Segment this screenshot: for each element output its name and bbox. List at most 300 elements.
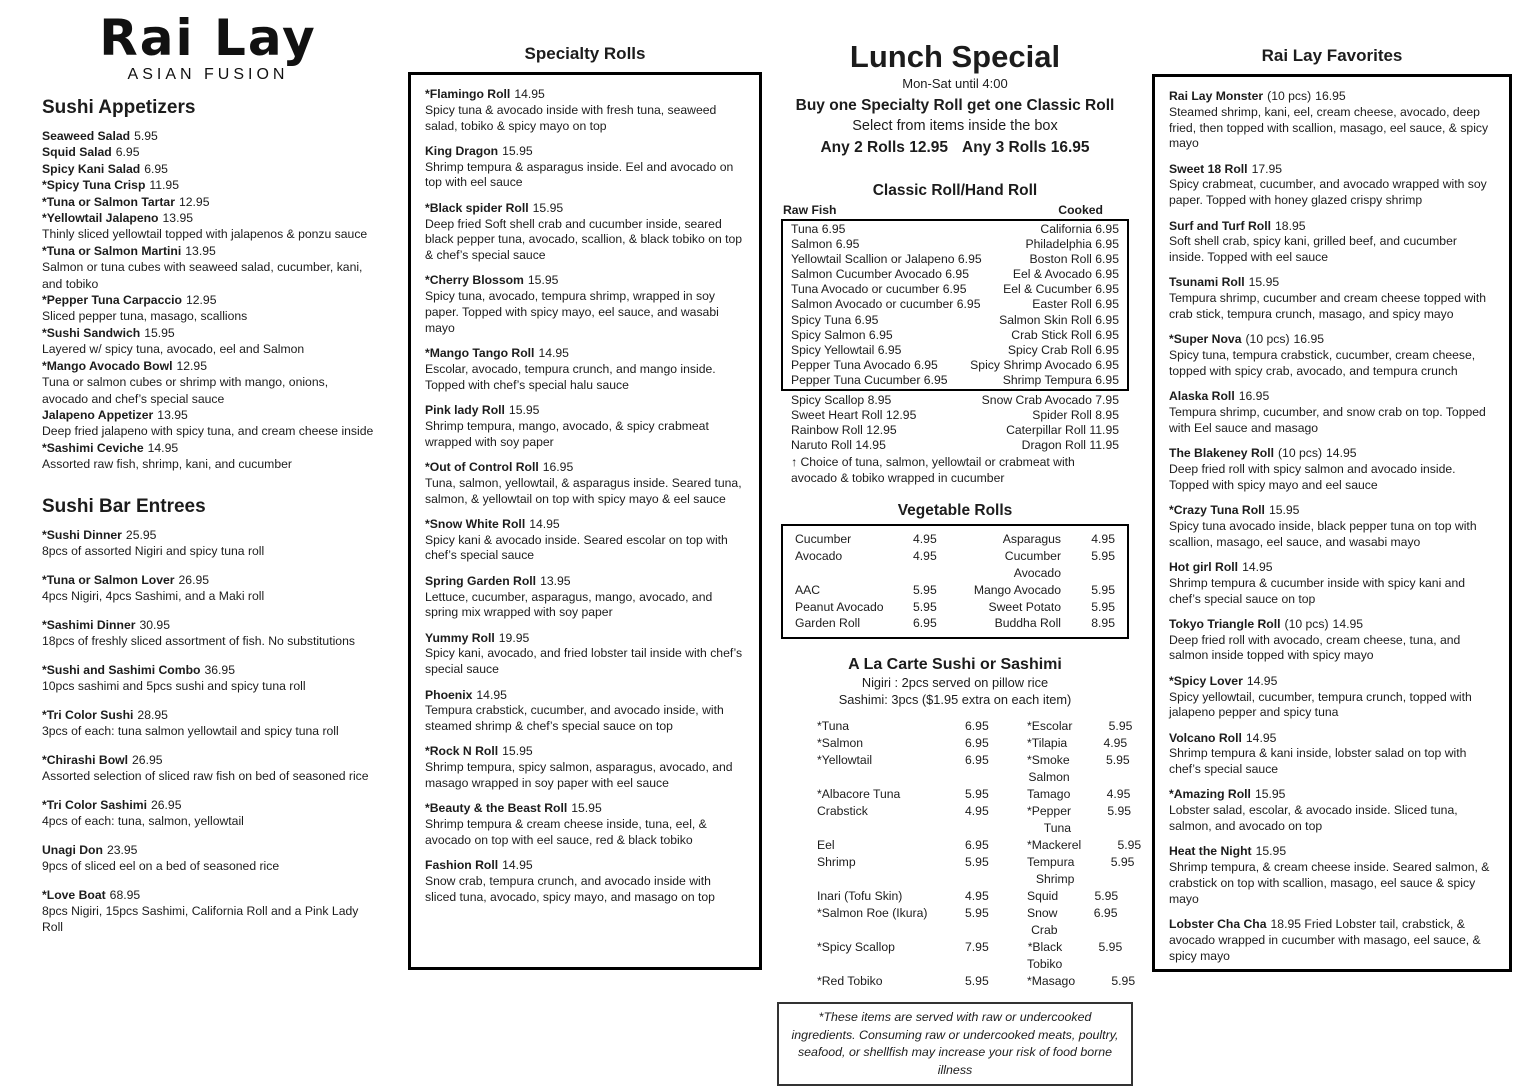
item-description: Spicy tuna & avocado inside with fresh tuna, seaweed salad, tobiko & spicy mayo on top [425,102,717,133]
item-name-line [42,325,374,341]
item-price: 5.95 [1117,838,1142,853]
item-price: 6.95 [1095,327,1119,342]
item-name: *Chirashi Bowl [42,752,129,767]
menu-item [42,407,374,440]
item-name: Fashion Roll [425,858,499,873]
menu-item [42,797,374,829]
item-price: 26.95 [178,572,210,587]
item-price: 30.95 [139,617,170,632]
any-2-rolls-price: Any 2 Rolls 12.95 [820,139,948,156]
menu-item [1169,332,1495,379]
item-name-line [1169,731,1495,747]
item-name-line [42,752,374,768]
item-price: 16.95 [542,459,574,474]
item-description: Spicy tuna avocado inside, black pepper tuna on top with scallion, masago, eel sauce, and wasabi mayo [1169,518,1477,549]
item-description: Spicy tuna, avocado, tempura shrimp, wrapped in soy paper. Topped with spicy mayo, eel sauce, and wasabi mayo [425,289,719,335]
item-price: 13.95 [162,211,194,226]
classic-roll-row [791,408,1119,423]
item-price: 5.95 [1111,974,1136,989]
item-name: Lobster Cha Cha [1169,917,1267,932]
item-price: 14.95 [1326,446,1357,461]
item-name-line [1169,162,1495,178]
raw-fish-item [791,237,859,252]
a-la-carte-list [773,718,1142,990]
menu-item [42,752,374,784]
item-price: 28.95 [137,707,168,722]
item-description: 9pcs of sliced eel on a bed of seasoned rice [42,858,280,873]
item-description: Shrimp tempura & cream cheese inside, tuna, eel, & avocado on top with eel sauce, red & black tobiko [425,817,707,847]
item-description: 18pcs of freshly sliced assortment of fish. No substitutions [42,633,355,648]
item-name: Caterpillar Roll [1006,423,1087,438]
item-price: 6.95 [965,736,989,751]
sashimi-note: Sashimi: 3pcs ($1.95 extra on each item) [838,691,1072,707]
classic-roll-row [791,313,1119,328]
menu-item [42,707,374,739]
item-name: Yummy Roll [425,630,495,645]
item-price: 14.95 [147,440,179,455]
lunch-special-hours: Mon-Sat until 4:00 [902,76,1008,91]
item-price: 5.95 [1091,582,1115,597]
item-name: *Sushi Sandwich [42,325,141,340]
menu-item [425,801,745,848]
cooked-item [999,313,1119,328]
raw-fish-item [791,328,893,343]
menu-item [1169,787,1495,834]
item-description: 8pcs Nigiri, 15pcs Sashimi, California Roll and a Pink Lady Roll [42,903,359,934]
item-name: *Out of Control Roll [425,459,539,474]
item-description: Tuna or salmon cubes or shrimp with mango, onions, avocado and chef’s special sauce [42,375,329,406]
item-name-line [425,201,745,217]
item-price: 8.95 [867,393,892,408]
item-name: Volcano Roll [1169,730,1242,745]
item-description: Deep fried roll with spicy salmon and avocado inside. Topped with spicy mayo and eel sauce [1169,461,1456,492]
item-name: *Tri Color Sushi [42,707,134,722]
item-name: Spicy Kani Salad [42,161,141,176]
item-price: 6.95 [923,372,948,387]
item-price: 5.95 [1094,889,1119,904]
item-name: Spicy Yellowtail [791,342,875,357]
menu-item [1169,389,1495,436]
item-price: 5.95 [1110,855,1135,870]
item-name: *Spicy Lover [1169,673,1243,688]
item-name: Peanut Avocado [795,599,884,614]
item-name-line [425,403,745,419]
item-name-line [425,801,745,817]
item-name: *Masago [1027,974,1076,989]
item-name: Crabstick [817,804,868,819]
item-price: 15.95 [527,273,559,288]
item-name-line [42,292,374,308]
raw-fish-item [791,313,878,328]
classic-roll-row [791,358,1119,373]
classic-roll-extra-rows [781,391,1129,453]
a-la-carte-row [817,735,1128,752]
a-la-carte-row [817,939,1123,973]
item-description: Deep fried roll with avocado, cream cheese, tuna, and salmon inside topped with spicy mayo [1169,632,1461,663]
item-name-line [425,87,745,103]
item-price: 5.95 [913,582,937,597]
item-description: Layered w/ spicy tuna, avocado, eel and Salmon [42,342,305,357]
item-name: Tsunami Roll [1169,275,1245,290]
item-name: Eel & Cucumber [1003,282,1092,297]
item-name: Tempura Shrimp [1027,855,1075,887]
item-description: Sliced pepper tuna, masago, scallions [42,309,248,324]
item-price: 4.95 [1106,787,1131,802]
item-description: Spicy kani & avocado inside. Seared escolar on top with chef’s special sauce [425,532,728,563]
item-name: Tokyo Triangle Roll [1169,616,1281,631]
item-name: Eel & Avocado [1012,267,1092,282]
item-name: Mango Avocado [973,582,1061,597]
item-name: Garden Roll [795,616,861,631]
item-description: 8pcs of assorted Nigiri and spicy tuna roll [42,543,265,558]
item-price: 15.95 [144,325,175,340]
item-name-line [1169,917,1301,931]
lunch-special-deal: Buy one Specialty Roll get one Classic Roll [795,97,1115,114]
item-name-line [425,858,745,874]
cooked-item [1032,408,1119,423]
item-price: 14.95 [502,858,533,873]
item-name-line [42,842,374,858]
item-description: Salmon or tuna cubes with seaweed salad, cucumber, kani, and tobiko [42,260,363,291]
item-name: Tuna Avocado or cucumber [791,282,940,297]
item-price: 14.95 [1245,730,1277,745]
a-la-carte-row [817,752,1130,786]
classic-roll-row [791,373,1119,388]
item-name: Sweet Heart Roll [791,408,883,423]
item-price: 11.95 [1089,423,1119,438]
cooked-item [1013,267,1119,282]
item-price: 15.95 [1254,787,1286,802]
menu-item [1169,844,1495,907]
item-name: *Tuna or Salmon Lover [42,572,175,587]
item-name-line [42,797,374,813]
item-name: *Sushi Dinner [42,527,122,542]
item-name-line [42,707,374,723]
item-price: 16.95 [1315,89,1346,103]
item-price: 4.95 [965,889,989,904]
item-price: 13.95 [185,243,216,258]
menu-item [1169,162,1495,209]
item-name: *Tri Color Sashimi [42,797,147,812]
menu-item [42,527,374,559]
item-price: 14.95 [538,346,569,361]
menu-item [1169,674,1495,721]
item-name: Jalapeno Appetizer [42,407,154,422]
menu-item [42,128,374,144]
item-name-line [1169,674,1495,690]
item-name: Dragon Roll [1021,438,1087,453]
section-heading-classic-roll: Classic Roll/Hand Roll [872,182,1038,199]
menu-item [1169,560,1495,607]
item-name: Philadelphia [1025,237,1092,252]
item-description: Snow crab, tempura crunch, and avocado inside with sliced tuna, avocado, spicy mayo, and masago on top [425,873,715,904]
item-price: 4.95 [913,532,937,547]
specialty-rolls-column [408,44,762,970]
item-price: 14.95 [1246,673,1278,688]
item-name: Heat the Night [1169,844,1252,859]
naruto-roll-note: ↑ Choice of tuna, salmon, yellowtail or crabmeat with avocado & tobiko wrapped in cucumber [791,455,1075,486]
menu-item [425,144,745,191]
cooked-item [1040,222,1119,237]
menu-item [42,210,374,243]
cooked-item [1025,237,1119,252]
classic-roll-section [781,200,1129,487]
item-name-line [1169,503,1495,519]
item-name-line [425,346,745,362]
item-piece-count: (10 pcs) [1277,446,1323,461]
item-price: 5.95 [913,599,937,614]
item-price: 15.95 [502,744,533,759]
left-column [42,10,374,948]
item-price: 13.95 [157,407,188,422]
item-name: *Rock N Roll [425,744,499,759]
item-price: 36.95 [204,662,235,677]
classic-roll-row [791,438,1119,453]
item-name: *Tilapia [1027,736,1068,751]
a-la-carte-row [817,718,1133,735]
menu-item [42,887,374,935]
item-name: California [1040,222,1092,236]
sushi-appetizers-list [42,128,374,473]
item-name: Snow Crab Avocado [981,393,1092,408]
item-name: Rai Lay Monster [1169,89,1264,103]
item-description: Escolar, avocado, tempura crunch, and mango inside. Topped with chef’s special halu sauce [425,361,716,392]
item-price: 6.95 [1095,357,1119,372]
vegetable-rolls-box [781,524,1129,639]
item-price: 15.95 [1248,275,1280,290]
item-price: 5.95 [965,787,989,802]
item-price: 6.95 [965,753,989,768]
restaurant-logo [42,10,374,84]
item-price: 8.95 [1095,408,1119,423]
item-price: 12.95 [178,194,210,209]
classic-roll-column-headers [781,200,1129,219]
item-piece-count: (10 pcs) [1245,332,1290,347]
logo-subtitle: ASIAN FUSION [127,66,289,83]
item-price: 6.95 [965,719,989,734]
item-description: Deep fried Soft shell crab and cucumber inside, seared black pepper tuna, avocado, scallion, & black tobiko on top & chef’s special sauce [425,216,743,263]
classic-roll-row [791,328,1119,343]
a-la-carte-row [817,786,1131,803]
item-name: *Mango Tango Roll [425,346,535,361]
item-description: Lobster salad, escolar, & avocado inside. Sliced tuna, salmon, and avocado on top [1169,803,1458,834]
item-piece-count: (10 pcs) [1267,89,1312,103]
item-name: *Salmon Roe (Ikura) [817,906,928,921]
item-name-line [42,210,374,226]
item-name: *Love Boat [42,887,106,902]
item-name: *Super Nova [1169,332,1242,347]
cooked-item [1030,252,1119,267]
item-name-line [42,887,374,903]
item-price: 12.95 [176,358,207,373]
item-name: *Pepper Tuna [1027,804,1072,836]
menu-item [425,631,745,678]
item-price: 14.95 [1332,616,1364,631]
item-description: 3pcs of each: tuna salmon yellowtail and spicy tuna roll [42,723,339,738]
item-price: 4.95 [965,804,989,819]
raw-fish-item [791,252,982,267]
item-name-line [42,572,374,588]
raw-fish-item [791,358,938,373]
item-name-line [1169,446,1495,462]
item-name-line [1169,617,1495,633]
raw-fish-item [791,282,967,297]
item-description: 4pcs of each: tuna, salmon, yellowtail [42,813,244,828]
item-price: 6.95 [1095,372,1119,387]
lunch-special-title: Lunch Special [849,39,1061,74]
menu-item [425,346,745,393]
favorites-box [1152,74,1512,972]
section-heading-rai-lay-favorites: Rai Lay Favorites [1261,46,1403,65]
item-name-line [425,744,745,760]
item-name-line [42,358,374,374]
raw-fish-item [791,438,886,453]
item-name-line [1169,219,1495,235]
item-name: *Red Tobiko [817,974,883,989]
menu-item [425,460,745,507]
specialty-rolls-box [408,72,762,970]
a-la-carte-row [817,905,1118,939]
menu-item [1169,731,1495,778]
item-price: 6.95 [914,357,938,372]
item-price: 6.95 [1095,312,1119,327]
item-price: 15.95 [502,143,533,158]
raw-fish-item [791,267,969,282]
a-la-carte-row [817,803,1132,837]
item-name-line [1169,332,1495,348]
item-name: Cucumber [795,532,852,547]
cooked-item [1003,282,1119,297]
item-name: *Escolar [1027,719,1073,734]
logo-title: Rai Lay [99,9,317,67]
item-name: Alaska Roll [1169,389,1235,404]
raw-fish-item [791,393,891,408]
item-price: 5.95 [965,974,989,989]
menu-item [1169,219,1495,266]
item-price: 17.95 [1251,161,1283,176]
raw-fish-item [791,423,897,438]
vegetable-roll-row [795,548,1115,582]
classic-roll-row [791,297,1119,312]
item-price: 6.95 [1093,906,1118,921]
vegetable-roll-row [795,582,1115,599]
item-name: *Sashimi Dinner [42,617,136,632]
lunch-special-select-note: Select from items inside the box [852,118,1058,134]
item-price: 18.95 [1270,917,1302,932]
menu-item [1169,503,1495,550]
item-name-line [1169,844,1495,860]
item-description: Tempura shrimp, cucumber and cream cheese topped with crab stick, tempura crunch, masago, and spicy mayo [1169,291,1487,322]
menu-item [425,87,745,134]
item-name: *Beauty & the Beast Roll [425,801,568,816]
item-description: Thinly sliced yellowtail topped with jalapenos & ponzu sauce [42,227,368,242]
item-name: Phoenix [425,687,473,702]
item-name-line [1169,389,1495,405]
item-name-line [425,460,745,476]
item-name: Easter Roll [1032,297,1092,312]
item-name-line [425,631,745,647]
vegetable-roll-row [795,599,1115,616]
item-name-line [42,527,374,543]
item-price: 15.95 [532,200,564,215]
item-price: 6.95 [1095,237,1119,252]
a-la-carte-row [817,854,1135,888]
classic-roll-row [791,282,1119,297]
item-name: Yellowtail Scallion or Jalapeno [791,252,955,267]
item-name: Pepper Tuna Cucumber [791,372,921,387]
item-description: Spicy crabmeat, cucumber, and avocado wrapped with soy paper. Topped with honey glazed crispy shrimp [1169,177,1487,208]
classic-roll-row [791,343,1119,358]
raw-fish-item [791,408,916,423]
raw-fish-item [791,297,981,312]
item-description: Shrimp tempura, & cream cheese inside. Seared salmon, & crabstick on top with scallion, masago, eel sauce & spicy mayo [1169,860,1490,906]
item-price: 5.95 [134,129,158,143]
item-name: Rainbow Roll [791,423,863,438]
menu-item [425,744,745,791]
raw-fish-item [791,343,901,358]
menu-item [42,194,374,210]
item-price: 5.95 [1098,940,1123,955]
item-price: 12.95 [866,423,897,438]
item-description: Soft shell crab, spicy kani, grilled beef, and cucumber inside. Topped with eel sauce [1169,234,1457,265]
item-name: Buddha Roll [994,616,1061,631]
item-name: Spider Roll [1032,408,1092,423]
item-description: Shrimp tempura & asparagus inside. Eel and avocado on top with eel sauce [425,159,734,190]
item-name: Salmon Skin Roll [999,312,1092,327]
item-description: Steamed shrimp, kani, eel, cream cheese, avocado, deep fried, then topped with scallion, masago, eel sauce, & spicy mayo [1169,104,1489,151]
item-description: 10pcs sashimi and 5pcs sushi and spicy tuna roll [42,678,306,693]
classic-roll-row [791,222,1119,237]
classic-roll-row [791,423,1119,438]
item-name-line [42,161,374,177]
item-price: 15.95 [1255,844,1287,859]
item-name: Pepper Tuna Avocado [791,357,911,372]
menu-item [1169,917,1495,964]
item-name: Shrimp [817,855,856,870]
cooked-item [1003,373,1119,388]
menu-item [425,273,745,336]
item-name: Cucumber Avocado [1004,549,1061,580]
item-description: Lettuce, cucumber, asparagus, mango, avocado, and spring mix wrapped with soy paper [425,589,713,620]
item-price: 12.95 [185,293,217,308]
item-name: *Tuna or Salmon Martini [42,243,182,258]
item-name-line [42,144,374,160]
item-name: Hot girl Roll [1169,559,1239,574]
item-name: Spicy Scallop [791,393,865,408]
item-price: 25.95 [125,527,157,542]
item-name: *Mackerel [1027,838,1082,853]
item-price: 11.95 [149,178,179,193]
item-name: *Sashimi Ceviche [42,440,144,455]
item-name-line [42,407,374,423]
item-name: Sweet Potato [988,599,1061,614]
menu-item [425,858,745,905]
vegetable-roll-row [795,615,1115,632]
item-name: Boston Roll [1029,252,1092,267]
item-price: 4.95 [913,549,937,564]
item-price: 19.95 [498,630,530,645]
item-price: 6.95 [115,145,140,160]
item-price: 68.95 [109,887,141,902]
item-description: Deep fried jalapeno with spicy tuna, and cream cheese inside [42,424,374,439]
item-name: *Mango Avocado Bowl [42,358,173,373]
item-price: 6.95 [835,237,860,252]
item-description: Tempura crabstick, cucumber, and avocado inside, with steamed shrimp & chef’s special sauce on top [425,703,724,734]
item-price: 6.95 [957,252,982,267]
item-name: Pink lady Roll [425,403,505,418]
classic-roll-row [791,393,1119,408]
item-name-line [42,662,374,678]
